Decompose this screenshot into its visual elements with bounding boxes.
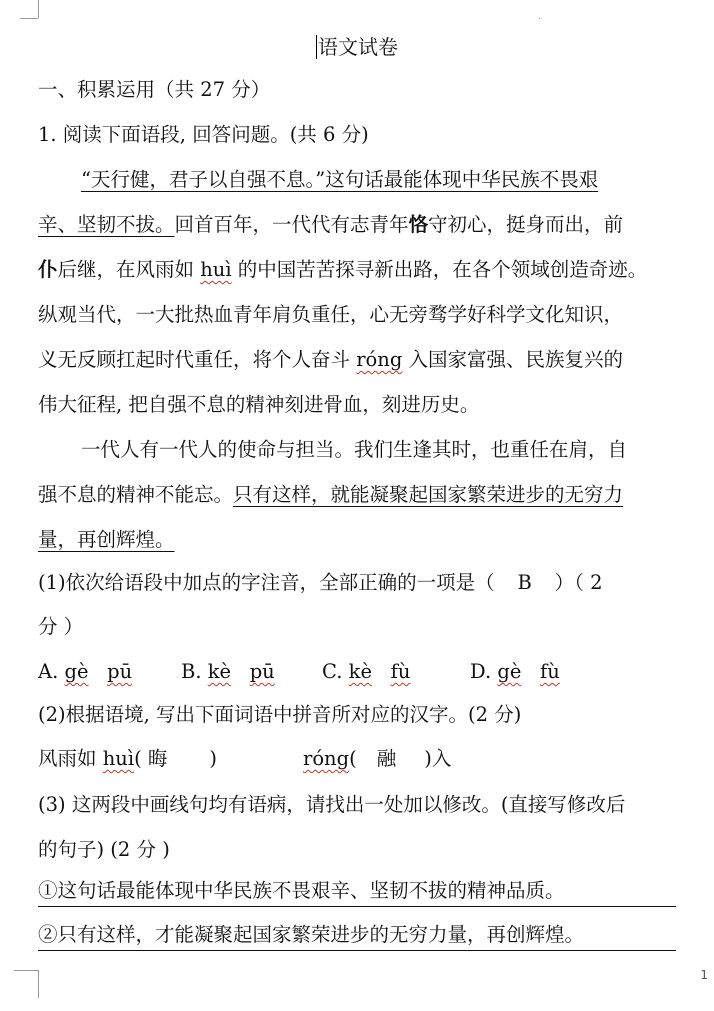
option-d (470, 657, 560, 687)
subquestion-1 (38, 568, 678, 598)
text-run: 入国家富强、民族复兴的 (408, 348, 624, 371)
option-pinyin: fù (390, 660, 411, 683)
subquestion-1-score: ）（ 2 (554, 571, 603, 594)
passage-2-line-1: 一代人有一代人的使命与担当。我们生逢其时，也重任在肩，自 (81, 438, 628, 461)
answer-word-1 (38, 744, 217, 774)
stray-mark (539, 18, 540, 19)
top-left-crop-mark (38, 0, 39, 18)
option-pinyin: gè (497, 660, 522, 683)
answer-word-2 (303, 744, 451, 774)
option-a (38, 657, 132, 687)
title-text: 语文试卷 (318, 35, 398, 59)
option-pinyin: fù (539, 660, 560, 683)
underlined-sentence-1-end: 辛、坚韧不拔。 (38, 213, 175, 236)
subquestion-2-answers (38, 744, 678, 774)
filled-answer-rong[interactable]: 融 (376, 747, 397, 770)
subquestion-2: (2)根据语境, 写出下面词语中拼音所对应的汉字。(2 分) (38, 703, 522, 726)
subquestion-3: (3) 这两段中画线句均有语病，请找出一处加以修改。(直接写修改后 (38, 793, 626, 816)
paren: ( (349, 747, 357, 770)
answer-line-2[interactable]: ②只有这样，才能凝聚起国家繁荣进步的无穷力量，再创辉煌。 (38, 920, 676, 951)
passage-2-line-3 (38, 525, 678, 555)
option-b (181, 657, 275, 687)
dotted-char-pu: 仆 (38, 258, 58, 281)
bottom-left-crop-mark (38, 970, 39, 998)
option-label: A. (38, 660, 59, 683)
option-pinyin: kè (207, 660, 232, 683)
pinyin-rong: róng (356, 348, 403, 371)
pinyin: róng (303, 747, 350, 770)
passage-1-line-3 (38, 255, 678, 285)
text-run: 回首百年，一代代有志青年 (174, 213, 409, 236)
top-left-crop-mark-h (20, 18, 38, 19)
option-label: B. (181, 660, 202, 683)
filled-answer-hui[interactable]: 晦 (147, 747, 168, 770)
option-pinyin: pū (249, 660, 275, 683)
underlined-sentence-2: 只有这样，就能凝聚起国家繁荣进步的无穷力 (233, 483, 624, 506)
text-run: 义无反顾扛起时代重任，将个人奋斗 (38, 348, 351, 371)
text-run: 强不息的精神不能忘。 (38, 483, 234, 506)
section-heading: 一、积累运用（共 27 分） (38, 78, 271, 101)
passage-1-line-1 (81, 165, 678, 195)
pinyin-hui: huì (200, 258, 232, 281)
option-pinyin: pū (107, 660, 133, 683)
option-pinyin: kè (348, 660, 372, 683)
bottom-left-crop-mark-h (14, 970, 38, 971)
underlined-sentence-2-end: 量，再创辉煌。 (38, 528, 175, 551)
text-run: 风雨如 (38, 747, 97, 770)
question-1-header: 1. 阅读下面语段, 回答问题。(共 6 分) (38, 123, 369, 146)
text-run: 守初心，挺身而出，前 (428, 213, 624, 236)
text-run: 后继，在风雨如 (57, 258, 195, 281)
passage-2-line-2 (38, 480, 678, 510)
answer-line-1[interactable]: ①这句话最能体现中华民族不畏艰辛、坚韧不拔的精神品质。 (38, 876, 676, 907)
text-run: 的中国苦苦探寻新出路，在各个领域创造奇迹。 (237, 258, 648, 281)
page-number: 1 (700, 968, 708, 982)
answer-choice[interactable]: B (517, 571, 532, 594)
subquestion-1-cont: 分 ） (38, 615, 84, 638)
option-label: D. (470, 660, 492, 683)
dotted-char-ke: 恪 (408, 213, 429, 236)
options-row (38, 657, 678, 687)
option-label: C. (322, 660, 343, 683)
paren: ( (134, 747, 142, 770)
passage-1-line-2 (38, 210, 678, 240)
page-title (0, 32, 714, 62)
option-pinyin: gè (64, 660, 89, 683)
passage-1-line-5 (38, 345, 678, 375)
paren: )入 (424, 747, 452, 770)
passage-1-line-4: 纵观当代，一大批热血青年肩负重任，心无旁骛学好科学文化知识， (38, 303, 624, 326)
option-c (322, 657, 410, 687)
pinyin: huì (102, 747, 135, 770)
subquestion-3-cont: 的句子) (2 分 ) (38, 838, 170, 861)
passage-1-line-6: 伟大征程, 把自强不息的精神刻进骨血，刻进历史。 (38, 393, 480, 416)
subquestion-1-text: (1)依次给语段中加点的字注音，全部正确的一项是（ (38, 571, 495, 594)
underlined-sentence-1: “天行健，君子以自强不息。”这句话最能体现中华民族不畏艰 (81, 168, 599, 191)
paren: ) (209, 747, 218, 770)
